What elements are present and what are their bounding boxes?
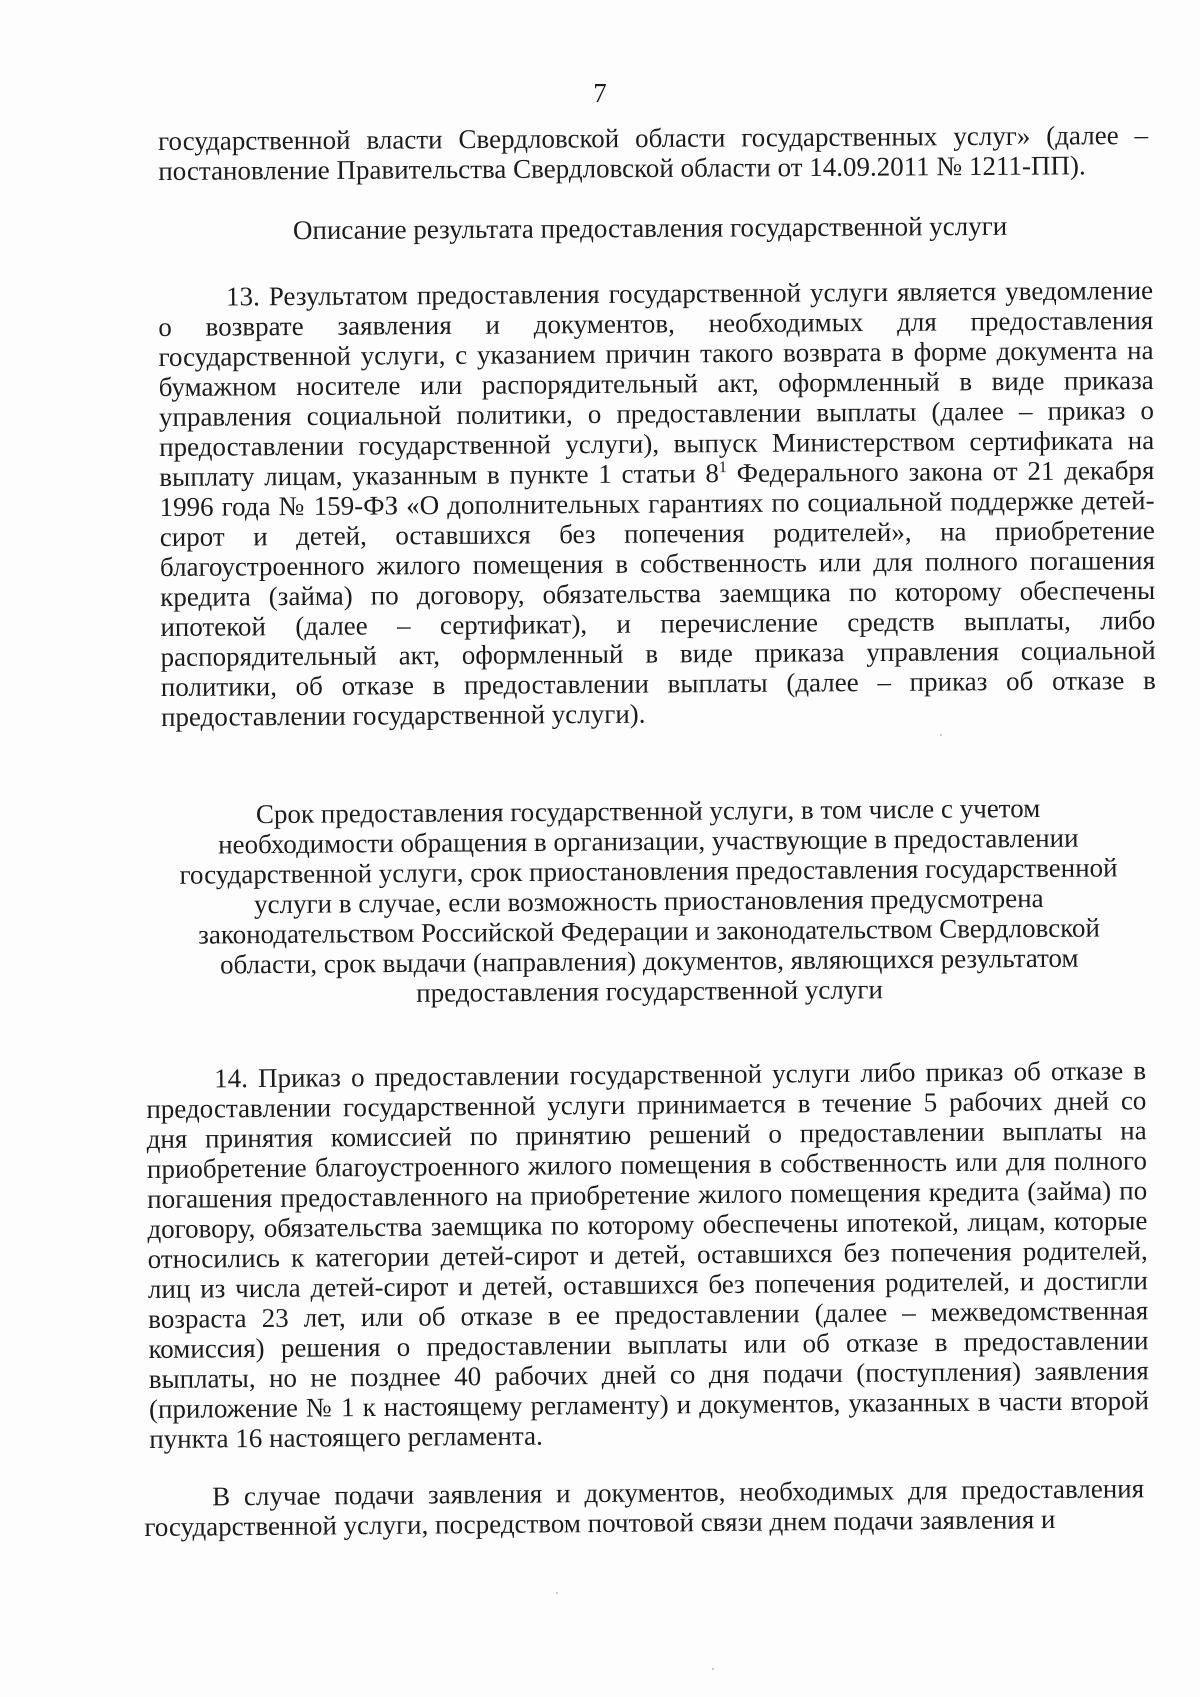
section-heading-term-line: области, срок выдачи (направления) документов, являющихся результатом — [219, 942, 1079, 980]
paragraph-13-part-1: 13. Результатом предоставления государственной услуги является уведомление о возврате заявления и документов, необходимых для предоставления государственной услуги, с указанием причин такого возврата в форме документа на бумажном носителе или распорядительный акт, оформленный в виде приказа управления социальной политики, о предоставлении выплаты (далее – приказ о предоставлении государственной услуги), выпуск Министерством сертификата на выплату лицам, указанным в пункте 1 статьи 8 — [158, 275, 1155, 492]
paragraph-13-superscript: 1 — [718, 459, 727, 477]
section-heading-term-line: необходимости обращения в организации, участвующие в предоставлении — [218, 822, 1079, 860]
scan-speck — [556, 1592, 558, 1594]
paragraph-postal-submission-text: В случае подачи заявления и документов, необходимых для предоставления государственной услуги, посредством почтовой связи днем подачи заявления и — [144, 1473, 1145, 1542]
section-heading-term-line: государственной услуги, срок приостановления предоставления государственной — [179, 852, 1118, 890]
scan-speck — [712, 1668, 714, 1670]
paragraph-13-part-2: Федерального закона от 21 декабря 1996 года № 159-ФЗ «О дополнительных гарантиях по социальной поддержке детей-сирот и детей, оставшихся без попечения родителей», на приобретение благоустроенного жилого помещения в собственность или для полного погашения кредита (займа) по договору, обязательства заемщика по которому обеспечены ипотекой (далее – сертификат), и перечисление средств выплаты, либо распорядительный акт, оформленный в виде приказа управления социальной политики, об отказе в предоставлении выплаты (далее – приказ об отказе в предоставлении государственной услуги). — [159, 455, 1156, 732]
lead-paragraph — [158, 120, 1148, 186]
page-number: 7 — [593, 78, 607, 108]
section-heading-term-line: предоставления государственной услуги — [416, 974, 883, 1008]
section-heading-term — [148, 792, 1150, 1010]
section-heading-result-text: Описание результата предоставления государственной услуги — [292, 210, 1008, 246]
section-heading-term-line: Срок предоставления государственной услуги, в том числе с учетом — [255, 792, 1041, 830]
section-heading-term-line: услуги в случае, если возможность приостановления предусмотрена — [253, 882, 1044, 920]
section-heading-result — [150, 210, 1150, 246]
section-heading-term-line: законодательством Российской Федерации и законодательством Свердловской — [198, 912, 1100, 950]
lead-text: государственной власти Свердловской области государственных услуг» (далее – постановление Правительства Свердловской области от 14.09.2011 № 1211-ПП). — [158, 119, 1149, 186]
paragraph-13 — [158, 275, 1156, 732]
paragraph-13-text — [158, 275, 1156, 732]
paragraph-postal-submission — [144, 1473, 1144, 1542]
scan-speck — [940, 734, 942, 736]
paragraph-14 — [146, 1055, 1149, 1454]
paragraph-14-text: 14. Приказ о предоставлении государственной услуги либо приказ об отказе в предоставлении государственной услуги принимается в течение 5 рабочих дней со дня принятия комиссией по принятию решений о предоставлении выплаты на приобретение благоустроенного жилого помещения в собственность или для полного погашения предоставленного на приобретение жилого помещения кредита (займа) по договору, обязательства заемщика по которому обеспечены ипотекой, лицам, которые относились к категории детей-сирот и детей, оставшихся без попечения родителей, лиц из числа детей-сирот и детей, оставшихся без попечения родителей, и достигли возраста 23 лет, или об отказе в ее предоставлении (далее – межведомственная комиссия) решения о предоставлении выплаты или об отказе в предоставлении выплаты, но не позднее 40 рабочих дней со дня подачи (поступления) заявления (приложение № 1 к настоящему регламенту) и документов, указанных в части второй пункта 16 настоящего регламента. — [146, 1055, 1150, 1454]
